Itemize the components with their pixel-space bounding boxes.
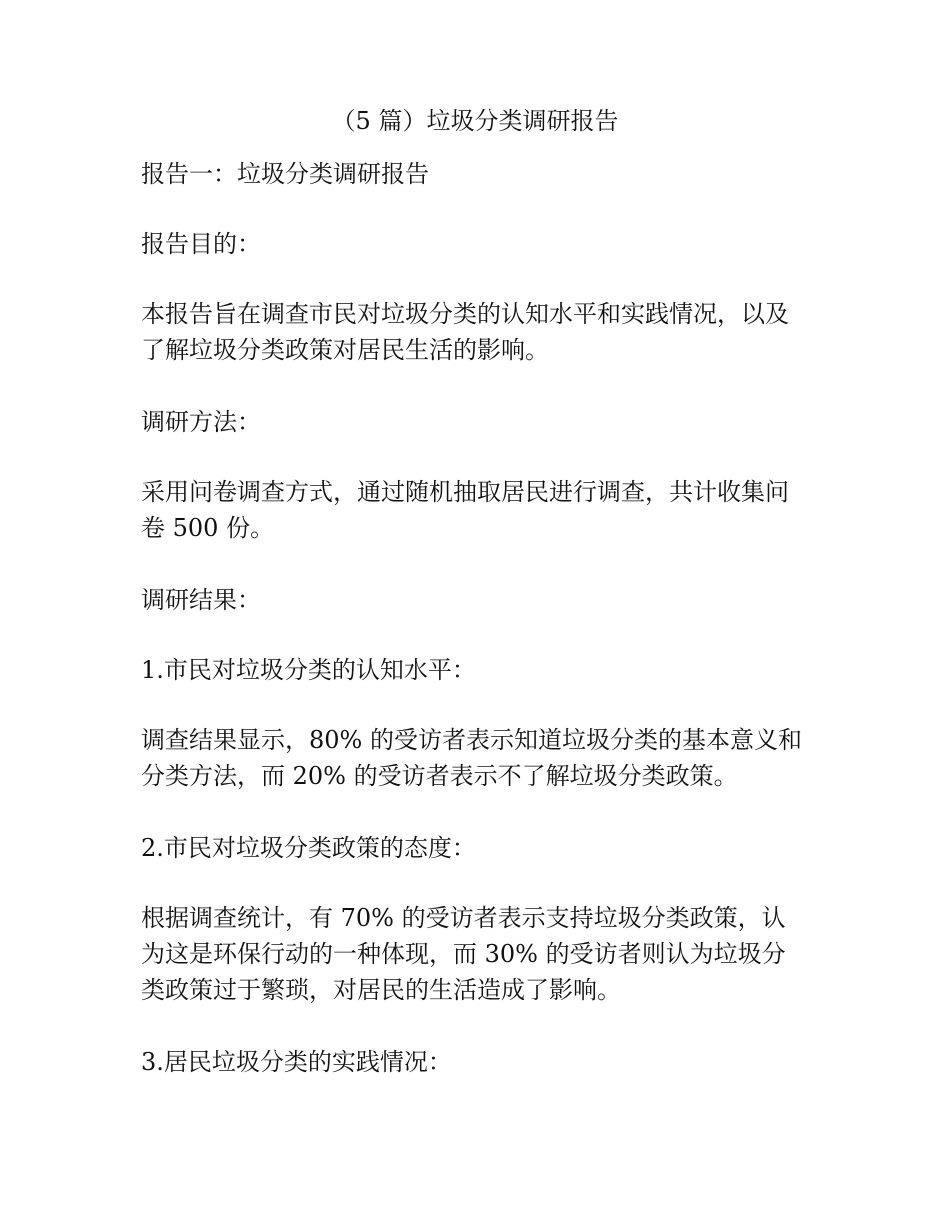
text-line: 根据调查统计，有 70% 的受访者表示支持垃圾分类政策，认: [141, 904, 786, 932]
paragraph-purpose: [141, 296, 821, 368]
paragraph-attitude: [141, 900, 821, 1008]
text-line: 3.居民垃圾分类的实践情况：: [141, 1048, 452, 1076]
subheading-awareness: [141, 652, 821, 688]
text-line: 本报告旨在调查市民对垃圾分类的认知水平和实践情况，以及: [141, 300, 789, 328]
subheading-attitude: [141, 830, 821, 866]
section-heading-method: [141, 404, 821, 440]
text-line: 调查结果显示，80% 的受访者表示知道垃圾分类的基本意义和: [141, 726, 802, 754]
text-line: 2.市民对垃圾分类政策的态度：: [141, 834, 476, 862]
text-line: 调研结果：: [141, 586, 261, 614]
text-line: 为这是环保行动的一种体现，而 30% 的受访者则认为垃圾分: [141, 940, 786, 968]
text-line: 了解垃圾分类政策对居民生活的影响。: [141, 336, 549, 364]
paragraph-awareness: [141, 722, 821, 794]
text-line: 1.市民对垃圾分类的认知水平：: [141, 656, 476, 684]
document-title: （5 篇）垃圾分类调研报告: [331, 107, 619, 135]
text-line: 卷 500 份。: [141, 514, 275, 542]
section-heading-results: [141, 582, 821, 618]
section-heading-purpose: [141, 226, 821, 262]
report-heading: [141, 156, 821, 192]
text-line: 报告一：垃圾分类调研报告: [141, 160, 429, 188]
text-line: 采用问卷调查方式，通过随机抽取居民进行调查，共计收集问: [141, 478, 789, 506]
paragraph-method: [141, 474, 821, 546]
subheading-practice: [141, 1044, 821, 1080]
text-line: 分类方法，而 20% 的受访者表示不了解垃圾分类政策。: [141, 762, 738, 790]
text-line: 调研方法：: [141, 408, 261, 436]
text-line: 报告目的：: [141, 230, 261, 258]
text-line: 类政策过于繁琐，对居民的生活造成了影响。: [141, 976, 621, 1004]
